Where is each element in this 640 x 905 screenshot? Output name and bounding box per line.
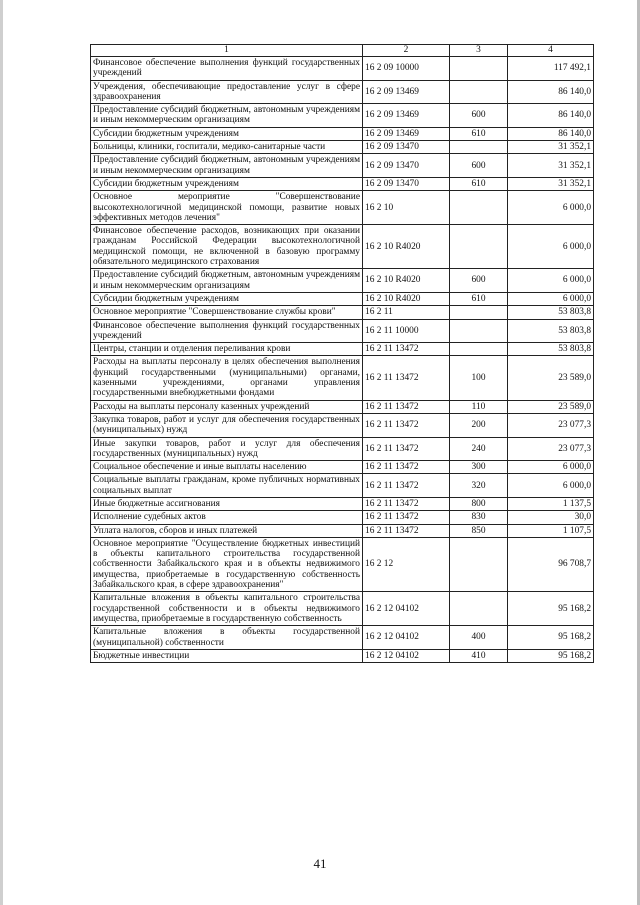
row-name-cell: Основное мероприятие "Совершенствование службы крови" — [91, 306, 363, 319]
table-row — [91, 343, 594, 356]
row-type-cell: 240 — [450, 437, 508, 461]
table-row — [91, 80, 594, 104]
table-row — [91, 225, 594, 269]
row-type-cell: 610 — [450, 292, 508, 305]
table-row — [91, 413, 594, 437]
table-row — [91, 461, 594, 474]
row-sum-cell: 30,0 — [508, 511, 594, 524]
row-sum-cell: 6 000,0 — [508, 191, 594, 225]
table-row — [91, 497, 594, 510]
table-row — [91, 511, 594, 524]
row-code-cell: 16 2 12 04102 — [363, 649, 450, 662]
row-name-cell: Больницы, клиники, госпитали, медико-санитарные части — [91, 141, 363, 154]
table-row — [91, 104, 594, 128]
row-code-cell: 16 2 11 — [363, 306, 450, 319]
row-type-cell: 110 — [450, 400, 508, 413]
row-type-cell: 300 — [450, 461, 508, 474]
row-type-cell — [450, 319, 508, 343]
header-cell: 3 — [450, 45, 508, 57]
row-code-cell: 16 2 10 — [363, 191, 450, 225]
row-name-cell: Предоставление субсидий бюджетным, автономным учреждениям и иным некоммерческим организациям — [91, 154, 363, 178]
row-code-cell: 16 2 11 10000 — [363, 319, 450, 343]
row-name-cell: Финансовое обеспечение расходов, возникающих при оказании гражданам Российской Федерации высокотехнологичной медицинской помощи, не включенной в базовую программу обязательного медицинского страхования — [91, 225, 363, 269]
row-name-cell: Расходы на выплаты персоналу в целях обеспечения выполнения функций государственными (муниципальными) органами, казенными учреждениями, органами управления государственными внебюджетными фондами — [91, 356, 363, 400]
row-code-cell: 16 2 10 R4020 — [363, 292, 450, 305]
row-type-cell: 600 — [450, 269, 508, 293]
table-row — [91, 177, 594, 190]
row-type-cell — [450, 537, 508, 591]
row-name-cell: Финансовое обеспечение выполнения функций государственных учреждений — [91, 319, 363, 343]
row-name-cell: Предоставление субсидий бюджетным, автономным учреждениям и иным некоммерческим организациям — [91, 104, 363, 128]
row-sum-cell: 53 803,8 — [508, 319, 594, 343]
row-sum-cell: 6 000,0 — [508, 269, 594, 293]
row-sum-cell: 23 589,0 — [508, 400, 594, 413]
row-sum-cell: 53 803,8 — [508, 306, 594, 319]
row-type-cell: 200 — [450, 413, 508, 437]
row-code-cell: 16 2 10 R4020 — [363, 225, 450, 269]
header-cell: 2 — [363, 45, 450, 57]
budget-table — [90, 44, 594, 663]
row-sum-cell: 23 077,3 — [508, 413, 594, 437]
table-row — [91, 57, 594, 81]
row-name-cell: Бюджетные инвестиции — [91, 649, 363, 662]
row-type-cell: 600 — [450, 104, 508, 128]
row-type-cell — [450, 343, 508, 356]
row-sum-cell: 53 803,8 — [508, 343, 594, 356]
table-row — [91, 649, 594, 662]
table-row — [91, 127, 594, 140]
row-sum-cell: 1 107,5 — [508, 524, 594, 537]
table-row — [91, 356, 594, 400]
table-row — [91, 191, 594, 225]
row-type-cell — [450, 141, 508, 154]
row-name-cell: Субсидии бюджетным учреждениям — [91, 127, 363, 140]
row-name-cell: Субсидии бюджетным учреждениям — [91, 292, 363, 305]
row-code-cell: 16 2 11 13472 — [363, 461, 450, 474]
row-name-cell: Уплата налогов, сборов и иных платежей — [91, 524, 363, 537]
row-name-cell: Финансовое обеспечение выполнения функций государственных учреждений — [91, 57, 363, 81]
row-sum-cell: 95 168,2 — [508, 626, 594, 650]
row-name-cell: Капитальные вложения в объекты государственной (муниципальной) собственности — [91, 626, 363, 650]
table-row — [91, 626, 594, 650]
row-code-cell: 16 2 11 13472 — [363, 524, 450, 537]
row-name-cell: Иные закупки товаров, работ и услуг для обеспечения государственных (муниципальных) нужд — [91, 437, 363, 461]
row-sum-cell: 96 708,7 — [508, 537, 594, 591]
row-code-cell: 16 2 12 04102 — [363, 592, 450, 626]
row-code-cell: 16 2 11 13472 — [363, 356, 450, 400]
row-type-cell — [450, 225, 508, 269]
row-code-cell: 16 2 09 13470 — [363, 141, 450, 154]
row-type-cell: 600 — [450, 154, 508, 178]
row-code-cell: 16 2 09 13469 — [363, 127, 450, 140]
row-type-cell: 800 — [450, 497, 508, 510]
row-code-cell: 16 2 11 13472 — [363, 437, 450, 461]
table-row — [91, 292, 594, 305]
row-type-cell: 100 — [450, 356, 508, 400]
row-sum-cell: 117 492,1 — [508, 57, 594, 81]
row-code-cell: 16 2 09 13469 — [363, 104, 450, 128]
row-name-cell: Основное мероприятие "Осуществление бюджетных инвестиций в объекты капитального строительства государственной собственности Забайкальского края и в объекты недвижимого имущества, приобретаемые в государственную собственность Забайкальского края, в сфере здравоохранения" — [91, 537, 363, 591]
row-code-cell: 16 2 12 — [363, 537, 450, 591]
row-name-cell: Социальное обеспечение и иные выплаты населению — [91, 461, 363, 474]
row-code-cell: 16 2 11 13472 — [363, 343, 450, 356]
row-code-cell: 16 2 11 13472 — [363, 413, 450, 437]
row-type-cell: 410 — [450, 649, 508, 662]
row-type-cell: 850 — [450, 524, 508, 537]
row-name-cell: Иные бюджетные ассигнования — [91, 497, 363, 510]
row-code-cell: 16 2 09 13470 — [363, 177, 450, 190]
row-name-cell: Центры, станции и отделения переливания крови — [91, 343, 363, 356]
row-sum-cell: 86 140,0 — [508, 127, 594, 140]
row-sum-cell: 86 140,0 — [508, 80, 594, 104]
table-body — [91, 57, 594, 663]
row-type-cell — [450, 592, 508, 626]
row-sum-cell: 6 000,0 — [508, 474, 594, 498]
row-name-cell: Учреждения, обеспечивающие предоставление услуг в сфере здравоохранения — [91, 80, 363, 104]
table-row — [91, 592, 594, 626]
row-type-cell: 400 — [450, 626, 508, 650]
row-sum-cell: 86 140,0 — [508, 104, 594, 128]
table-row — [91, 400, 594, 413]
row-code-cell: 16 2 11 13472 — [363, 511, 450, 524]
table-row — [91, 141, 594, 154]
row-code-cell: 16 2 09 13469 — [363, 80, 450, 104]
row-code-cell: 16 2 11 13472 — [363, 474, 450, 498]
row-code-cell: 16 2 10 R4020 — [363, 269, 450, 293]
row-name-cell: Основное мероприятие "Совершенствование высокотехнологичной медицинской помощи, развитие новых эффективных методов лечения" — [91, 191, 363, 225]
row-type-cell — [450, 191, 508, 225]
row-type-cell: 830 — [450, 511, 508, 524]
row-code-cell: 16 2 11 13472 — [363, 400, 450, 413]
table-row — [91, 524, 594, 537]
row-sum-cell: 95 168,2 — [508, 649, 594, 662]
header-cell: 4 — [508, 45, 594, 57]
header-cell: 1 — [91, 45, 363, 57]
table-row — [91, 269, 594, 293]
row-name-cell: Расходы на выплаты персоналу казенных учреждений — [91, 400, 363, 413]
row-sum-cell: 6 000,0 — [508, 461, 594, 474]
row-sum-cell: 1 137,5 — [508, 497, 594, 510]
row-sum-cell: 31 352,1 — [508, 154, 594, 178]
row-type-cell — [450, 57, 508, 81]
row-sum-cell: 6 000,0 — [508, 225, 594, 269]
row-type-cell — [450, 306, 508, 319]
table-row — [91, 154, 594, 178]
row-type-cell: 320 — [450, 474, 508, 498]
row-sum-cell: 6 000,0 — [508, 292, 594, 305]
row-code-cell: 16 2 09 10000 — [363, 57, 450, 81]
row-code-cell: 16 2 11 13472 — [363, 497, 450, 510]
row-name-cell: Предоставление субсидий бюджетным, автономным учреждениям и иным некоммерческим организациям — [91, 269, 363, 293]
row-sum-cell: 31 352,1 — [508, 141, 594, 154]
header-row — [91, 45, 594, 57]
row-sum-cell: 31 352,1 — [508, 177, 594, 190]
row-code-cell: 16 2 12 04102 — [363, 626, 450, 650]
row-name-cell: Субсидии бюджетным учреждениям — [91, 177, 363, 190]
row-name-cell: Социальные выплаты гражданам, кроме публичных нормативных социальных выплат — [91, 474, 363, 498]
table-row — [91, 474, 594, 498]
row-sum-cell: 95 168,2 — [508, 592, 594, 626]
row-code-cell: 16 2 09 13470 — [363, 154, 450, 178]
row-type-cell — [450, 80, 508, 104]
row-type-cell: 610 — [450, 127, 508, 140]
row-sum-cell: 23 589,0 — [508, 356, 594, 400]
scan-edge-left — [0, 0, 3, 905]
table-row — [91, 306, 594, 319]
row-name-cell: Закупка товаров, работ и услуг для обеспечения государственных (муниципальных) нужд — [91, 413, 363, 437]
table-row — [91, 319, 594, 343]
page-number: 41 — [313, 856, 327, 871]
row-sum-cell: 23 077,3 — [508, 437, 594, 461]
table-row — [91, 437, 594, 461]
row-name-cell: Капитальные вложения в объекты капитального строительства государственной собственности и в объекты недвижимого имущества, приобретаемые в государственную собственность — [91, 592, 363, 626]
row-name-cell: Исполнение судебных актов — [91, 511, 363, 524]
row-type-cell: 610 — [450, 177, 508, 190]
table-row — [91, 537, 594, 591]
